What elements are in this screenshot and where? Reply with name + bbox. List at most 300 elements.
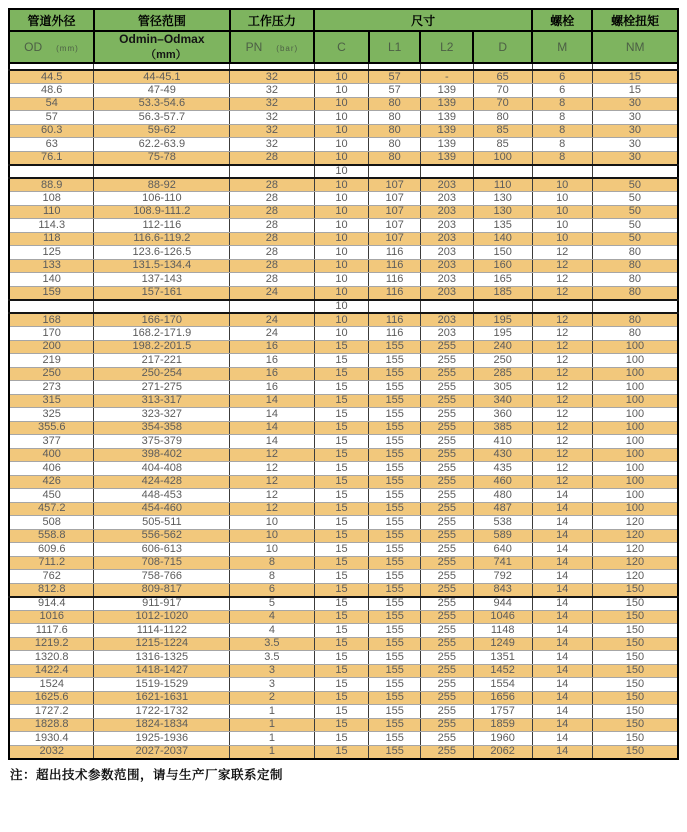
cell-l2: 255 [420,421,473,435]
cell-m: 14 [532,705,592,719]
cell-l1: 155 [369,570,421,584]
cell-od: 558.8 [9,529,94,543]
cell-pn: 28 [230,192,314,206]
cell-d: 160 [473,259,532,273]
table-row [9,475,678,489]
cell-od: 63 [9,138,94,152]
cell-pn: 24 [230,313,314,327]
cell-l2: 203 [420,313,473,327]
cell-pn: 28 [230,246,314,260]
cell-c: 15 [314,597,369,611]
table-row [9,246,678,260]
cell-pn: 8 [230,556,314,570]
cell-range: 250-254 [94,367,230,381]
cell-l1: 80 [369,124,421,138]
table-row [9,138,678,152]
cell-c: 10 [314,178,369,192]
table-row [9,219,678,233]
cell-l1: 155 [369,691,421,705]
cell-c: 15 [314,381,369,395]
cell-range: 354-358 [94,421,230,435]
table-row [9,691,678,705]
cell-l1: 155 [369,651,421,665]
table-row [9,84,678,98]
header-pipe-range: 管径范围 [94,9,230,31]
cell-d: 110 [473,178,532,192]
cell-range: 448-453 [94,489,230,503]
cell-od: 1320.8 [9,651,94,665]
cell-m: 14 [532,651,592,665]
cell-od: 1524 [9,678,94,692]
cell-l2: 203 [420,273,473,287]
cell-pn: 1 [230,705,314,719]
header-group-row [9,9,678,31]
cell-l2: 255 [420,408,473,422]
cell-l1: 107 [369,192,421,206]
cell-d: 70 [473,84,532,98]
cell-l2: 255 [420,516,473,530]
cell-pn: 2 [230,691,314,705]
cell-od: 457.2 [9,502,94,516]
cell-c: 10 [314,286,369,300]
separator-row [9,165,678,179]
cell-d: 1351 [473,651,532,665]
cell-range: 271-275 [94,381,230,395]
cell-l1: 155 [369,381,421,395]
cell-c: 15 [314,435,369,449]
cell-l1: 155 [369,448,421,462]
cell-pn: 8 [230,570,314,584]
cell-m: 12 [532,408,592,422]
cell-m: 12 [532,394,592,408]
cell-l2: 255 [420,489,473,503]
cell-c: 10 [314,219,369,233]
cell-l2: 255 [420,637,473,651]
cell-pn: 32 [230,138,314,152]
cell-d: 430 [473,448,532,462]
cell-d: 305 [473,381,532,395]
cell-c: 10 [314,124,369,138]
header-bolt-torque: 螺栓扭矩 [592,9,678,31]
cell-d: 640 [473,543,532,557]
table-header [9,9,678,63]
cell-c: 15 [314,421,369,435]
cell-d: 538 [473,516,532,530]
cell-range: 323-327 [94,408,230,422]
cell-od: 315 [9,394,94,408]
cell-l2: 255 [420,435,473,449]
cell-pn: 1 [230,745,314,759]
cell-c: 15 [314,570,369,584]
cell-m: 8 [532,124,592,138]
cell-nm: 30 [592,138,678,152]
cell-od: 406 [9,462,94,476]
cell-l2: 203 [420,232,473,246]
table-row [9,178,678,192]
cell-pn [230,300,314,314]
cell-m: 14 [532,691,592,705]
cell-l1: 155 [369,475,421,489]
cell-l1: 107 [369,232,421,246]
cell-nm: 30 [592,97,678,111]
subheader-c-label: C [337,40,346,54]
cell-c: 15 [314,489,369,503]
cell-range: 758-766 [94,570,230,584]
cell-range: 47-49 [94,84,230,98]
cell-c: 15 [314,394,369,408]
cell-range: 106-110 [94,192,230,206]
cell-od: 54 [9,97,94,111]
cell-c: 15 [314,651,369,665]
cell-m: 14 [532,597,592,611]
cell-range: 1722-1732 [94,705,230,719]
cell-l2: 255 [420,705,473,719]
cell-d: 1960 [473,732,532,746]
cell-m: 14 [532,678,592,692]
cell-l2: 255 [420,340,473,354]
cell-od: 1117.6 [9,624,94,638]
cell-range: 375-379 [94,435,230,449]
cell-c: 10 [314,192,369,206]
cell-range: 131.5-134.4 [94,259,230,273]
cell-nm: 150 [592,637,678,651]
cell-m: 12 [532,259,592,273]
cell-nm: 80 [592,313,678,327]
cell-od: 762 [9,570,94,584]
table-row [9,313,678,327]
subheader-pn-label: PN [245,40,263,54]
cell-c: 15 [314,745,369,759]
cell-c: 15 [314,475,369,489]
cell-m: 10 [532,219,592,233]
cell-c: 10 [314,273,369,287]
cell-od: 44.5 [9,70,94,84]
cell-d: 195 [473,313,532,327]
cell-c: 10 [314,246,369,260]
cell-c: 15 [314,691,369,705]
cell-pn: 24 [230,286,314,300]
cell-range: 123.6-126.5 [94,246,230,260]
cell-l2 [420,63,473,70]
cell-l1: 57 [369,70,421,84]
table-row [9,151,678,165]
cell-d: 80 [473,111,532,125]
cell-l1: 155 [369,543,421,557]
cell-nm: 100 [592,462,678,476]
cell-m: 14 [532,637,592,651]
footnote: 注：超出技术参数范围，请与生产厂家联系定制 [10,767,284,782]
cell-od: 114.3 [9,219,94,233]
cell-nm: 120 [592,516,678,530]
cell-od: 914.4 [9,597,94,611]
cell-l2: 255 [420,691,473,705]
cell-c: 10 [314,97,369,111]
cell-od: 812.8 [9,583,94,597]
cell-c [314,63,369,70]
cell-c: 10 [314,165,369,179]
cell-l2: 139 [420,151,473,165]
cell-nm [592,165,678,179]
cell-pn: 28 [230,205,314,219]
header-working-pressure: 工作压力 [230,9,314,31]
cell-od: 118 [9,232,94,246]
cell-l1: 155 [369,556,421,570]
cell-pn: 14 [230,394,314,408]
cell-pn: 32 [230,70,314,84]
cell-l1: 116 [369,313,421,327]
cell-d: 741 [473,556,532,570]
subheader-od-unit: (mm) [56,44,79,53]
cell-l1: 107 [369,178,421,192]
table-row [9,597,678,611]
cell-range: 1215-1224 [94,637,230,651]
cell-nm: 80 [592,273,678,287]
cell-d: 165 [473,273,532,287]
cell-m [532,300,592,314]
table-row [9,97,678,111]
cell-l1: 80 [369,97,421,111]
cell-od: 355.6 [9,421,94,435]
cell-od: 1930.4 [9,732,94,746]
cell-nm: 30 [592,151,678,165]
cell-l1: 116 [369,259,421,273]
cell-m: 14 [532,624,592,638]
cell-nm: 100 [592,394,678,408]
cell-od: 200 [9,340,94,354]
cell-od: 1727.2 [9,705,94,719]
table-row [9,732,678,746]
table-row [9,583,678,597]
cell-d: 1046 [473,610,532,624]
table-row [9,705,678,719]
cell-nm: 120 [592,556,678,570]
cell-m: 12 [532,246,592,260]
cell-pn: 32 [230,124,314,138]
subheader-l1 [369,31,421,63]
cell-m: 14 [532,610,592,624]
cell-l1: 155 [369,340,421,354]
cell-m: 8 [532,97,592,111]
cell-d: 385 [473,421,532,435]
cell-d: 85 [473,124,532,138]
cell-l1: 155 [369,597,421,611]
blank-row [9,63,678,70]
table-body [9,63,678,759]
cell-range: 137-143 [94,273,230,287]
cell-nm: 100 [592,340,678,354]
cell-l2: - [420,70,473,84]
cell-m: 14 [532,556,592,570]
cell-nm: 150 [592,718,678,732]
cell-pn: 4 [230,610,314,624]
cell-m: 14 [532,745,592,759]
cell-range: 59-62 [94,124,230,138]
cell-range: 56.3-57.7 [94,111,230,125]
cell-d: 1656 [473,691,532,705]
cell-c: 15 [314,664,369,678]
cell-pn: 1 [230,718,314,732]
cell-l1: 107 [369,219,421,233]
cell-range: 404-408 [94,462,230,476]
cell-range [94,300,230,314]
cell-m: 12 [532,448,592,462]
table-row [9,543,678,557]
header-sub-row [9,31,678,63]
cell-l1: 155 [369,610,421,624]
cell-od: 711.2 [9,556,94,570]
cell-d: 250 [473,354,532,368]
cell-nm: 100 [592,354,678,368]
cell-l2: 255 [420,597,473,611]
cell-m: 14 [532,583,592,597]
cell-d: 944 [473,597,532,611]
subheader-l2-label: L2 [440,40,454,54]
table-row [9,516,678,530]
cell-l2: 255 [420,583,473,597]
cell-nm: 120 [592,529,678,543]
cell-l1: 107 [369,205,421,219]
subheader-od [9,31,94,63]
cell-l1: 155 [369,705,421,719]
cell-l1: 80 [369,111,421,125]
cell-l1 [369,63,421,70]
cell-nm: 100 [592,489,678,503]
subheader-c [314,31,369,63]
cell-range: 88-92 [94,178,230,192]
cell-d: 140 [473,232,532,246]
cell-l2: 255 [420,664,473,678]
cell-d: 195 [473,327,532,341]
table-row [9,192,678,206]
cell-range: 398-402 [94,448,230,462]
cell-range: 116.6-119.2 [94,232,230,246]
cell-od: 108 [9,192,94,206]
table-row [9,556,678,570]
cell-l2: 255 [420,475,473,489]
cell-range: 556-562 [94,529,230,543]
cell-l1: 116 [369,246,421,260]
cell-m: 8 [532,111,592,125]
cell-l2: 203 [420,246,473,260]
cell-l1: 155 [369,664,421,678]
cell-c: 15 [314,610,369,624]
cell-d: 185 [473,286,532,300]
cell-l1: 155 [369,718,421,732]
cell-d: 792 [473,570,532,584]
cell-d: 70 [473,97,532,111]
cell-l1: 155 [369,516,421,530]
cell-d: 1859 [473,718,532,732]
cell-nm: 15 [592,70,678,84]
cell-pn [230,63,314,70]
cell-od: 159 [9,286,94,300]
cell-d: 1148 [473,624,532,638]
cell-c: 15 [314,637,369,651]
cell-range: 62.2-63.9 [94,138,230,152]
cell-nm: 150 [592,678,678,692]
cell-range: 1316-1325 [94,651,230,665]
cell-nm: 30 [592,124,678,138]
separator-row [9,300,678,314]
cell-l2: 255 [420,529,473,543]
cell-d: 487 [473,502,532,516]
cell-l2: 255 [420,502,473,516]
cell-range: 166-170 [94,313,230,327]
cell-range: 112-116 [94,219,230,233]
cell-l1: 116 [369,273,421,287]
header-pipe-od: 管道外径 [9,9,94,31]
cell-l2: 139 [420,124,473,138]
cell-od: 1219.2 [9,637,94,651]
cell-l2: 255 [420,354,473,368]
cell-l1: 80 [369,151,421,165]
cell-range: 708-715 [94,556,230,570]
table-row [9,462,678,476]
table-row [9,624,678,638]
cell-m: 14 [532,489,592,503]
cell-range: 911-917 [94,597,230,611]
table-row [9,610,678,624]
cell-l2: 203 [420,259,473,273]
table-row [9,70,678,84]
cell-pn: 28 [230,219,314,233]
cell-range: 53.3-54.6 [94,97,230,111]
subheader-od-label: OD [24,40,43,54]
cell-m: 8 [532,151,592,165]
cell-l2: 255 [420,448,473,462]
cell-l2: 255 [420,556,473,570]
cell-l1: 155 [369,732,421,746]
cell-d: 480 [473,489,532,503]
subheader-range-label: Odmin–Odmax [119,32,205,46]
cell-c: 10 [314,138,369,152]
cell-nm: 15 [592,84,678,98]
cell-range: 1925-1936 [94,732,230,746]
cell-l2: 255 [420,624,473,638]
cell-c: 15 [314,516,369,530]
cell-d: 85 [473,138,532,152]
cell-pn: 3.5 [230,651,314,665]
cell-c: 15 [314,367,369,381]
cell-d: 130 [473,205,532,219]
cell-od: 88.9 [9,178,94,192]
cell-c: 15 [314,732,369,746]
cell-range: 198.2-201.5 [94,340,230,354]
cell-nm: 100 [592,381,678,395]
cell-d: 130 [473,192,532,206]
cell-c: 15 [314,408,369,422]
cell-nm: 50 [592,192,678,206]
subheader-range [94,31,230,63]
cell-od: 273 [9,381,94,395]
cell-pn: 14 [230,435,314,449]
table-row [9,570,678,584]
cell-l1: 57 [369,84,421,98]
cell-l1: 155 [369,367,421,381]
cell-d: 100 [473,151,532,165]
cell-l2: 255 [420,718,473,732]
cell-l2: 139 [420,84,473,98]
cell-m: 14 [532,718,592,732]
cell-c: 15 [314,340,369,354]
cell-l2: 255 [420,745,473,759]
cell-l2: 203 [420,192,473,206]
header-bolt: 螺栓 [532,9,592,31]
cell-pn: 32 [230,97,314,111]
cell-m: 12 [532,367,592,381]
cell-range: 1114-1122 [94,624,230,638]
cell-range: 1012-1020 [94,610,230,624]
